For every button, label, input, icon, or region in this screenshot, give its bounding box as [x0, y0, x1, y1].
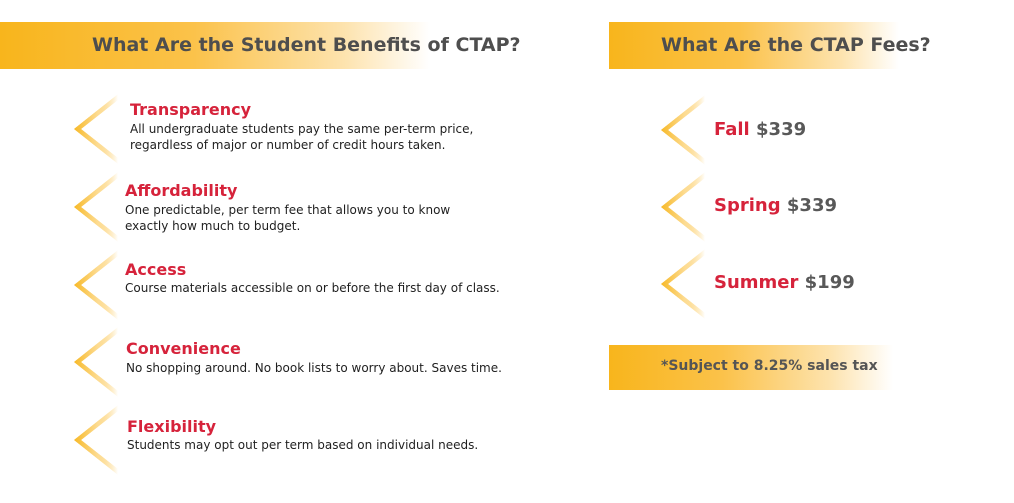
- fee-term: Fall: [714, 119, 750, 140]
- fee-price: $199: [804, 272, 855, 293]
- fee-price: $339: [786, 195, 837, 216]
- chevron-left-icon: [74, 172, 118, 242]
- benefit-text-line: No shopping around. No book lists to worry about. Saves time.: [126, 361, 502, 375]
- fee-price: $339: [756, 119, 807, 140]
- benefit-text-line: regardless of major or number of credit hours taken.: [130, 138, 446, 152]
- benefits-heading-banner: [0, 22, 521, 69]
- fees-heading: What Are the CTAP Fees?: [661, 34, 931, 56]
- chevron-left-icon: [661, 172, 705, 242]
- fees-heading-banner: [609, 22, 931, 69]
- chevron-left-icon: [74, 94, 118, 164]
- tax-note-banner: [609, 345, 893, 390]
- benefit-text-line: All undergraduate students pay the same per-term price,: [130, 122, 474, 136]
- benefit-title-convenience: Convenience: [126, 339, 241, 358]
- fee-fall: [714, 119, 806, 140]
- benefit-text-line: Students may opt out per term based on individual needs.: [127, 438, 479, 452]
- benefit-title-affordability: Affordability: [125, 181, 238, 200]
- tax-note: *Subject to 8.25% sales tax: [661, 358, 878, 374]
- benefit-title-flexibility: Flexibility: [127, 417, 217, 436]
- benefit-title-access: Access: [125, 260, 187, 279]
- chevron-left-icon: [74, 327, 118, 397]
- benefit-text-line: One predictable, per term fee that allows you to know: [125, 203, 451, 217]
- chevron-left-icon: [74, 250, 118, 320]
- chevron-left-icon: [661, 249, 705, 319]
- chevron-left-icon: [74, 405, 118, 475]
- fee-summer: [714, 272, 855, 293]
- benefits-heading: What Are the Student Benefits of CTAP?: [92, 34, 521, 56]
- fee-term: Summer: [714, 272, 799, 293]
- benefit-text-line: exactly how much to budget.: [125, 219, 301, 233]
- benefit-title-transparency: Transparency: [130, 100, 252, 119]
- chevron-left-icon: [661, 95, 705, 165]
- benefit-text-line: Course materials accessible on or before the first day of class.: [125, 281, 500, 295]
- fee-term: Spring: [714, 195, 781, 216]
- fee-spring: [714, 195, 837, 216]
